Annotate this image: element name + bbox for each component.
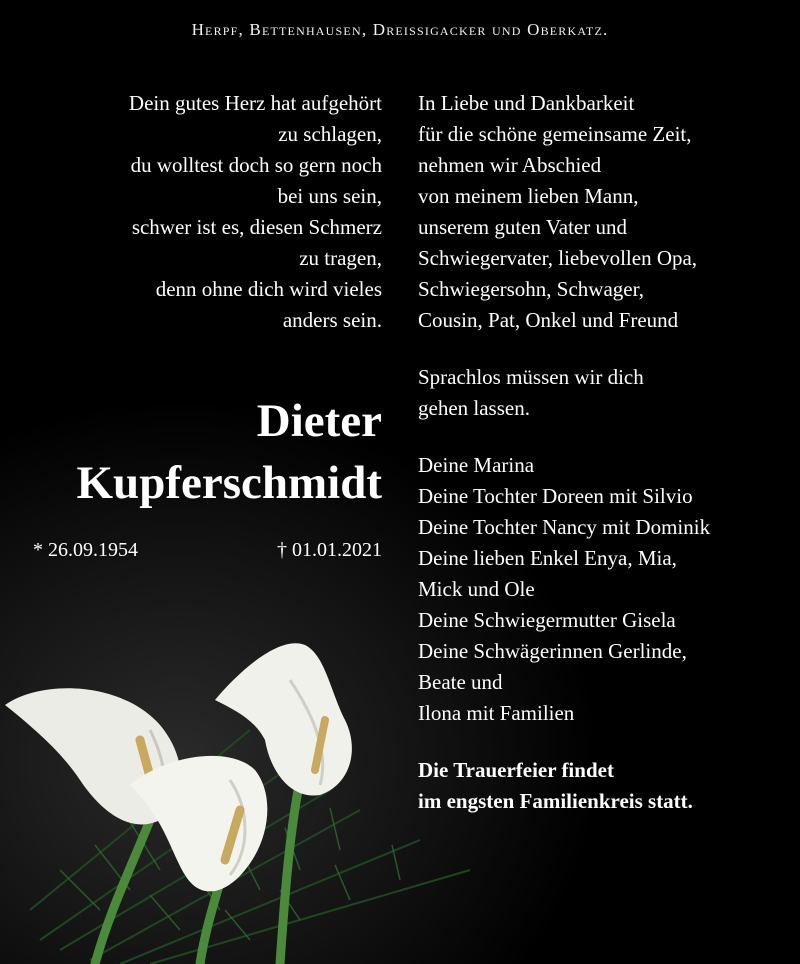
speechless-line: Sprachlos müssen wir dich [418, 365, 644, 389]
poem-line: anders sein. [282, 308, 382, 332]
deceased-name [20, 390, 382, 514]
family-line: Ilona mit Familien [418, 701, 575, 725]
funeral-line: Die Trauerfeier findet [418, 758, 614, 782]
family-line: Deine lieben Enkel Enya, Mia, [418, 546, 677, 570]
poem-line: du wolltest doch so gern noch [130, 153, 382, 177]
poem-line: Dein gutes Herz hat aufgehört [128, 91, 382, 115]
poem-line: bei uns sein, [277, 184, 382, 208]
intro-line: für die schöne gemeinsame Zeit, [418, 122, 692, 146]
speechless-line: gehen lassen. [418, 396, 530, 420]
family-line: Beate und [418, 670, 503, 694]
last-name: Kupferschmidt [76, 457, 382, 509]
locations-line: Herpf, Bettenhausen, Dreissigacker und Oberkatz. [191, 20, 609, 39]
message-column [418, 88, 798, 817]
poem [40, 88, 382, 336]
family-line: Deine Schwägerinnen Gerlinde, [418, 639, 687, 663]
life-dates [33, 539, 382, 562]
poem-line: schwer ist es, diesen Schmerz [131, 215, 382, 239]
intro-line: nehmen wir Abschied [418, 153, 602, 177]
poem-line: zu tragen, [299, 246, 382, 270]
family-line: Deine Marina [418, 453, 535, 477]
family-line: Deine Tochter Doreen mit Silvio [418, 484, 693, 508]
family-line: Deine Schwiegermutter Gisela [418, 608, 676, 632]
intro-line: unserem guten Vater und [418, 215, 627, 239]
birth-date: * 26.09.1954 [33, 539, 138, 561]
poem-line: denn ohne dich wird vieles [155, 277, 382, 301]
intro-line: Schwiegersohn, Schwager, [418, 277, 645, 301]
intro-line: Cousin, Pat, Onkel und Freund [418, 308, 679, 332]
poem-line: zu schlagen, [278, 122, 382, 146]
first-name: Dieter [256, 395, 382, 447]
funeral-line: im engsten Familienkreis statt. [418, 789, 693, 813]
intro-line: von meinem lieben Mann, [418, 184, 639, 208]
intro-line: Schwiegervater, liebevollen Opa, [418, 246, 698, 270]
family-line: Mick und Ole [418, 577, 535, 601]
intro-line: In Liebe und Dankbarkeit [418, 91, 635, 115]
family-line: Deine Tochter Nancy mit Dominik [418, 515, 711, 539]
death-date: † 01.01.2021 [277, 539, 382, 561]
